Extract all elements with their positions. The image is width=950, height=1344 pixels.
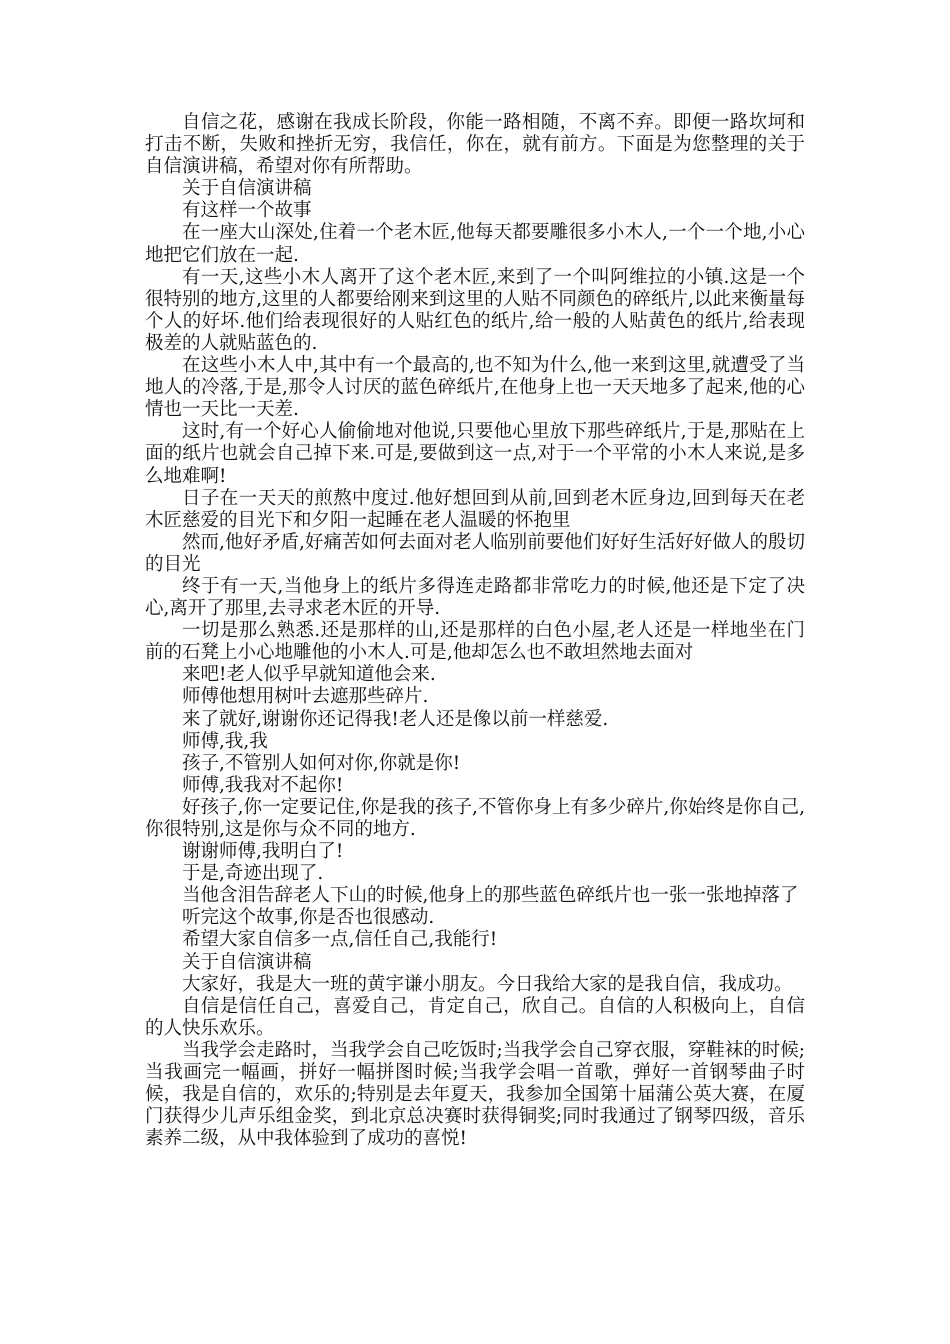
story-paragraph: 在这些小木人中,其中有一个最高的,也不知为什么,他一来到这里,就遭受了当地人的冷落,于是,那令人讨厌的蓝色碎纸片,在他身上也一天天地多了起来,他的心情也一天比一天差.	[145, 355, 805, 421]
dialogue-line: 来了就好,谢谢你还记得我!老人还是像以前一样慈爱.	[182, 708, 609, 730]
story-paragraph: 这时,有一个好心人偷偷地对他说,只要他心里放下那些碎纸片,于是,那贴在上面的纸片也就会自己掉下来.可是,要做到这一点,对于一个平常的小木人来说,是多么地难啊!	[145, 421, 805, 487]
story-heading: 有这样一个故事	[182, 200, 312, 222]
dialogue-line: 好孩子,你一定要记住,你是我的孩子,不管你身上有多少碎片,你始终是你自己,你很特别,这是你与众不同的地方.	[145, 796, 805, 840]
story-paragraph: 日子在一天天的煎熬中度过.他好想回到从前,回到老木匠身边,回到每天在老木匠慈爱的目光下和夕阳一起睡在老人温暖的怀抱里	[145, 487, 805, 531]
closing-paragraph: 希望大家自信多一点,信任自己,我能行!	[182, 929, 498, 951]
dialogue-line: 师傅,我我对不起你!	[182, 774, 344, 796]
dialogue-line: 谢谢师傅,我明白了!	[182, 841, 344, 863]
story-paragraph: 当他含泪告辞老人下山的时候,他身上的那些蓝色碎纸片也一张一张地掉落了	[182, 885, 799, 907]
speech-paragraph: 大家好，我是大一班的黄宇谦小朋友。今日我给大家的是我自信，我成功。	[182, 973, 793, 995]
story-paragraph: 终于有一天,当他身上的纸片多得连走路都非常吃力的时候,他还是下定了决心,离开了那里,去寻求老木匠的开导.	[145, 575, 805, 620]
section-heading: 关于自信演讲稿	[182, 178, 312, 200]
dialogue-line: 孩子,不管别人如何对你,你就是你!	[182, 752, 461, 774]
dialogue-line: 来吧!老人似乎早就知道他会来.	[182, 664, 436, 686]
closing-paragraph: 听完这个故事,你是否也很感动.	[182, 907, 435, 929]
speech-paragraph: 自信是信任自己，喜爱自己，肯定自己，欣自己。自信的人积极向上，自信的人快乐欢乐。	[145, 995, 805, 1039]
story-paragraph: 在一座大山深处,住着一个老木匠,他每天都要雕很多小木人,一个一个地,小心地把它们放在一起.	[145, 222, 805, 266]
intro-paragraph: 自信之花，感谢在我成长阶段，你能一路相随，不离不弃。即便一路坎坷和打击不断，失败和挫折无穷，我信任，你在，就有前方。下面是为您整理的关于自信演讲稿，希望对你有所帮助。	[145, 112, 805, 178]
story-paragraph: 有一天,这些小木人离开了这个老木匠,来到了一个叫阿维拉的小镇.这是一个很特别的地方,这里的人都要给刚来到这里的人贴不同颜色的碎纸片,以此来衡量每个人的好坏.他们给表现很好的人贴红色的纸片,给一般的人贴黄色的纸片,给表现极差的人就贴蓝色的.	[145, 266, 805, 354]
speech-paragraph: 当我学会走路时，当我学会自己吃饭时;当我学会自己穿衣服，穿鞋袜的时候;当我画完一幅画，拼好一幅拼图时候;当我学会唱一首歌，弹好一首钢琴曲子时候，我是自信的，欢乐的;特别是去年夏天，我参加全国第十届蒲公英大赛，在厦门获得少儿声乐组金奖，到北京总决赛时获得铜奖;同时我通过了钢琴四级，音乐素养二级，从中我体验到了成功的喜悦!	[145, 1039, 805, 1150]
section-heading: 关于自信演讲稿	[182, 951, 312, 973]
document-body	[145, 112, 805, 1150]
dialogue-line: 师傅他想用树叶去遮那些碎片.	[182, 686, 429, 708]
story-paragraph: 一切是那么熟悉.还是那样的山,还是那样的白色小屋,老人还是一样地坐在门前的石凳上小心地雕他的小木人.可是,他却怎么也不敢坦然地去面对	[145, 620, 805, 664]
dialogue-line: 师傅,我,我	[182, 730, 268, 752]
story-paragraph: 于是,奇迹出现了.	[182, 863, 324, 885]
story-paragraph: 然而,他好矛盾,好痛苦如何去面对老人临别前要他们好好生活好好做人的殷切的目光	[145, 531, 805, 575]
